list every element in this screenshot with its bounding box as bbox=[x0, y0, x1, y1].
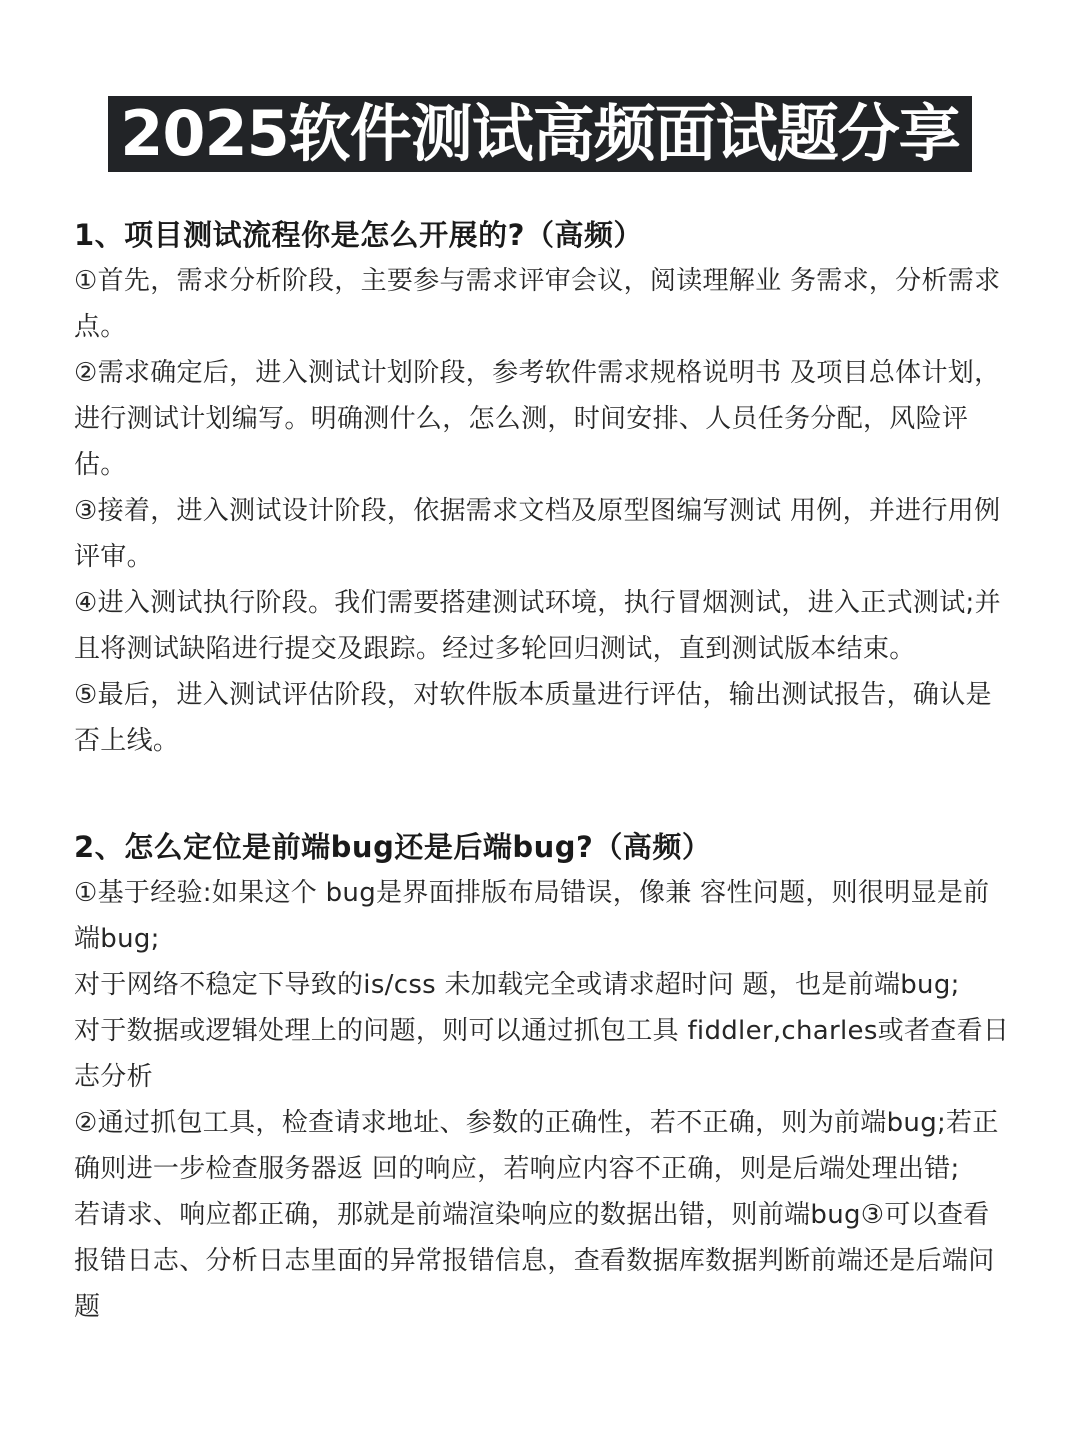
paragraph: 对于数据或逻辑处理上的问题，则可以通过抓包工具 fiddler,charles或者查看日志分析 bbox=[74, 1016, 1010, 1092]
paragraph: ②需求确定后，进入测试计划阶段，参考软件需求规格说明书 及项目总体计划，进行测试计划编写。明确测什么，怎么测，时间安排、人员任务分配，风险评估。 bbox=[74, 358, 1001, 480]
paragraph: ②通过抓包工具，检查请求地址、参数的正确性，若不正确，则为前端bug;若正确则进一步检查服务器返 回的响应，若响应内容不正确，则是后端处理出错; bbox=[74, 1108, 999, 1184]
section-heading: 1、项目测试流程你是怎么开展的?（高频） bbox=[74, 218, 644, 252]
section-heading: 2、怎么定位是前端bug还是后端bug?（高频） bbox=[74, 830, 712, 864]
paragraph: 若请求、响应都正确，那就是前端渲染响应的数据出错，则前端bug③可以查看报错日志、分析日志里面的异常报错信息，查看数据库数据判断前端还是后端问题 bbox=[74, 1200, 995, 1322]
article-content bbox=[74, 212, 1014, 1330]
section-spacer bbox=[74, 764, 1014, 824]
title-banner bbox=[0, 96, 1080, 172]
page-title: 2025软件测试高频面试题分享 bbox=[108, 96, 972, 172]
paragraph: ④进入测试执行阶段。我们需要搭建测试环境，执行冒烟测试，进入正式测试;并且将测试缺陷进行提交及跟踪。经过多轮回归测试，直到测试版本结束。 bbox=[74, 588, 1001, 664]
paragraph: ①首先，需求分析阶段，主要参与需求评审会议，阅读理解业 务需求，分析需求点。 bbox=[74, 266, 1001, 342]
section-1 bbox=[74, 212, 1014, 764]
paragraph: ①基于经验:如果这个 bug是界面排版布局错误，像兼 容性问题，则很明显是前端bug; bbox=[74, 878, 990, 954]
section-2 bbox=[74, 824, 1014, 1330]
paragraph: ⑤最后，进入测试评估阶段，对软件版本质量进行评估，输出测试报告，确认是否上线。 bbox=[74, 680, 992, 756]
paragraph: ③接着，进入测试设计阶段，依据需求文档及原型图编写测试 用例，并进行用例评审。 bbox=[74, 496, 1001, 572]
paragraph: 对于网络不稳定下导致的is/css 未加载完全或请求超时问 题，也是前端bug; bbox=[74, 970, 960, 1000]
